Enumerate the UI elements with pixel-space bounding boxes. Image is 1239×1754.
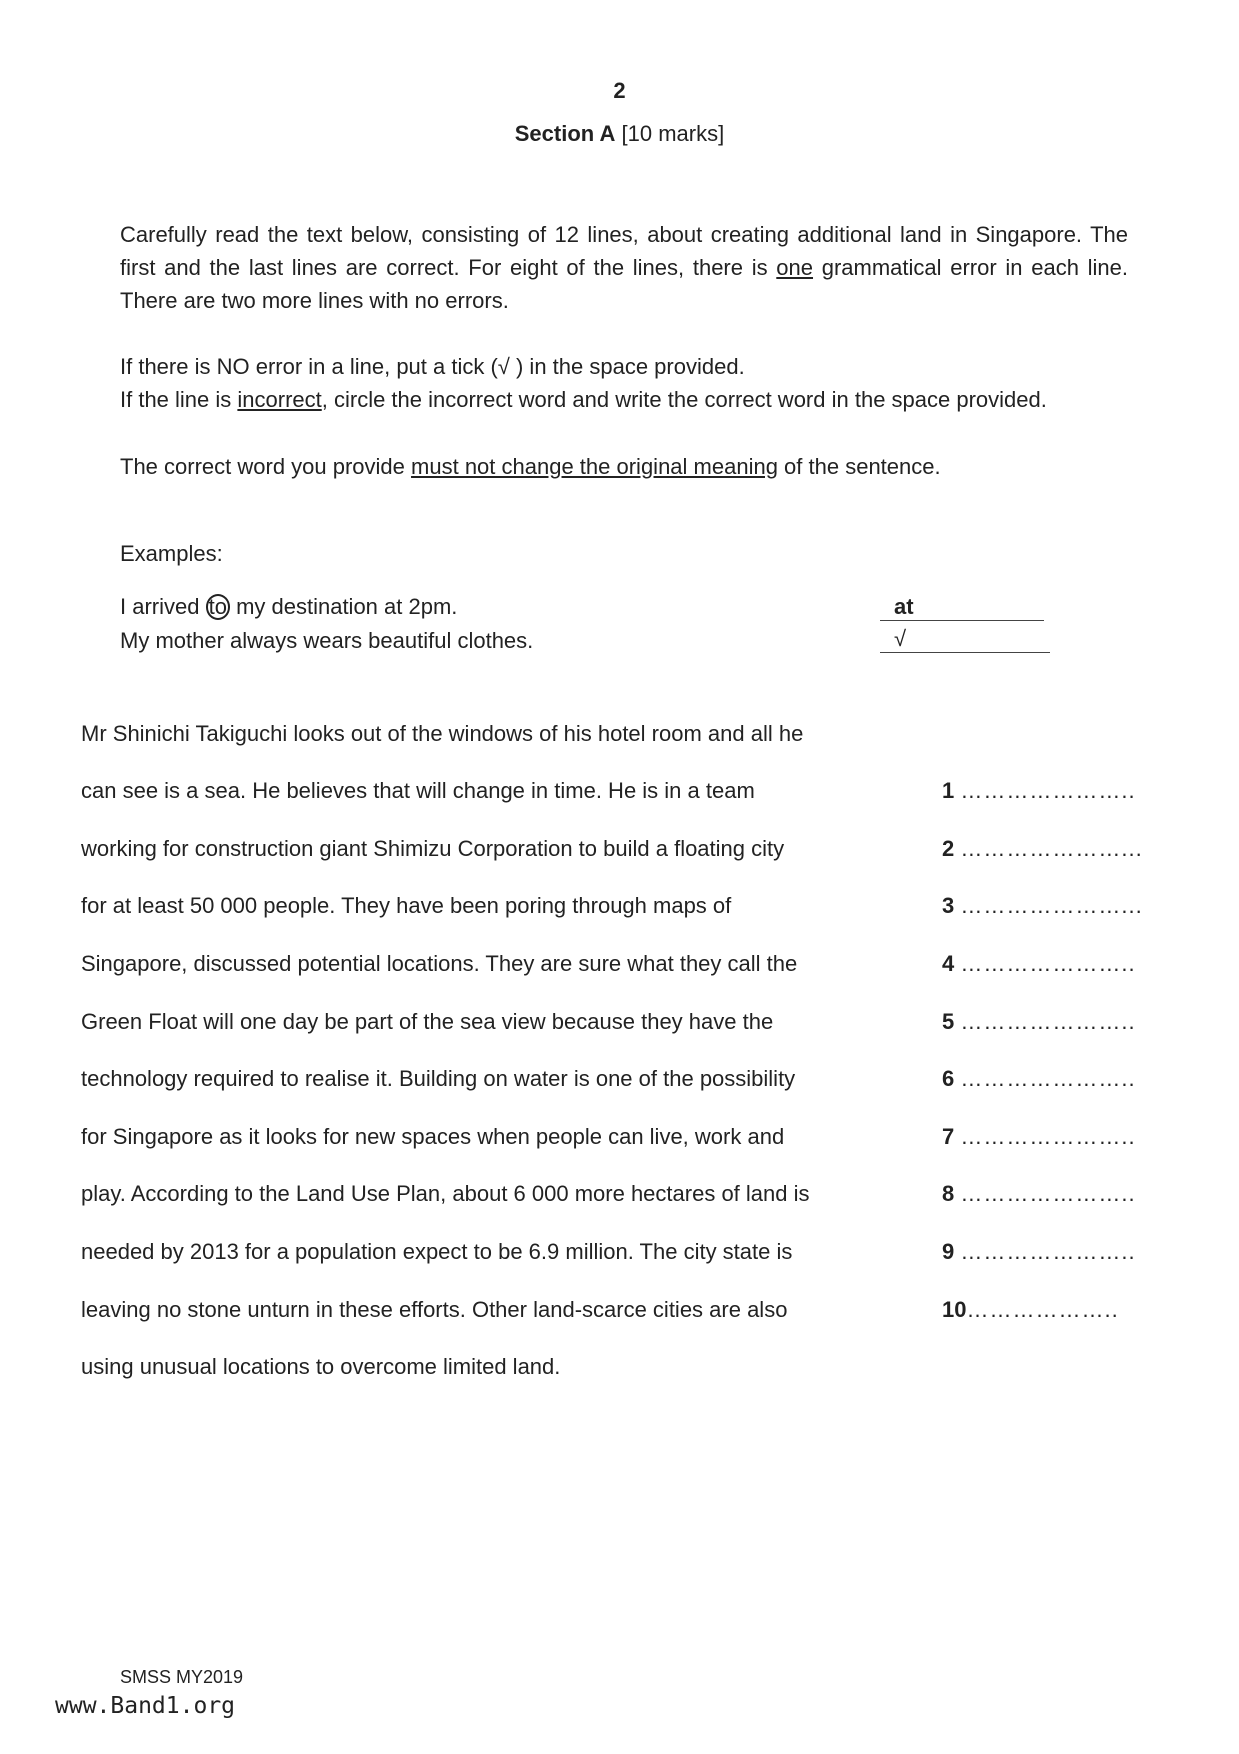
passage-line: can see is a sea. He believes that will change in time. He is in a team (81, 778, 755, 803)
text: my destination at 2pm. (229, 594, 458, 619)
question-number: 5 (942, 1009, 955, 1034)
passage-line: Mr Shinichi Takiguchi looks out of the windows of his hotel room and all he (81, 721, 804, 746)
section-title (0, 121, 1239, 147)
text: If the line is (120, 387, 238, 412)
question-number: 10 (942, 1297, 967, 1322)
instruction-meaning (120, 450, 1128, 483)
examples-label: Examples: (120, 541, 223, 566)
question-number: 4 (942, 951, 955, 976)
passage-line: play. According to the Land Use Plan, about 6 000 more hectares of land is (81, 1181, 810, 1206)
text: Carefully read the text below, consisting of 12 lines, about creating additional land in Singapore. The first and the last lines are correct. For eight of the lines, there is (120, 222, 1128, 280)
answer-space-1[interactable] (942, 778, 1136, 804)
circled-word: to (206, 594, 230, 620)
instruction-paragraph (120, 218, 1128, 317)
instruction-tick: If there is NO error in a line, put a tick (√ ) in the space provided. (120, 354, 745, 379)
answer-dots: ………………….. (960, 951, 1136, 976)
answer-space-2[interactable] (942, 836, 1143, 862)
answer-dots: ………………….. (960, 1181, 1136, 1206)
text: of the sentence. (777, 454, 941, 479)
answer-space-10[interactable] (942, 1297, 1119, 1323)
passage-line: Green Float will one day be part of the sea view because they have the (81, 1009, 774, 1034)
answer-dots: …………………... (960, 836, 1143, 861)
underlined-text: one (776, 255, 814, 280)
question-number: 8 (942, 1181, 955, 1206)
example-1 (120, 594, 457, 620)
passage-line: technology required to realise it. Building on water is one of the possibility (81, 1066, 796, 1091)
footer-website: www.Band1.org (55, 1693, 236, 1719)
text: I arrived (120, 594, 206, 619)
question-number: 2 (942, 836, 955, 861)
answer-space-7[interactable] (942, 1124, 1136, 1150)
underlined-text: incorrect (237, 387, 322, 412)
passage-line: working for construction giant Shimizu Corporation to build a floating city (81, 836, 785, 861)
answer-dots: ………………….. (960, 778, 1136, 803)
answer-dots: …………………... (960, 893, 1143, 918)
answer-dots: ……………….. (966, 1297, 1119, 1322)
underlined-text: must not change the original meaning (411, 454, 778, 479)
section-name: Section A (514, 121, 616, 146)
answer-space-6[interactable] (942, 1066, 1136, 1092)
example-1-answer: at (880, 594, 1044, 621)
answer-space-5[interactable] (942, 1009, 1136, 1035)
passage-line: needed by 2013 for a population expect to be 6.9 million. The city state is (81, 1239, 793, 1264)
text: , circle the incorrect word and write the correct word in the space provided. (321, 387, 1047, 412)
answer-space-4[interactable] (942, 951, 1136, 977)
section-marks: [10 marks] (621, 121, 725, 146)
answer-space-3[interactable] (942, 893, 1143, 919)
passage-line: for Singapore as it looks for new spaces when people can live, work and (81, 1124, 785, 1149)
text: grammatical error in each line. There are two more lines with no errors. (120, 255, 1128, 313)
footer-code: SMSS MY2019 (120, 1667, 244, 1687)
answer-space-9[interactable] (942, 1239, 1136, 1265)
text: The correct word you provide (120, 454, 412, 479)
question-number: 3 (942, 893, 955, 918)
instruction-incorrect (120, 383, 1128, 416)
passage-line: using unusual locations to overcome limited land. (81, 1354, 561, 1379)
answer-space-8[interactable] (942, 1181, 1136, 1207)
page-number: 2 (613, 78, 626, 103)
question-number: 7 (942, 1124, 955, 1149)
answer-dots: ………………….. (960, 1124, 1136, 1149)
passage-line: leaving no stone unturn in these efforts. Other land-scarce cities are also (81, 1297, 788, 1322)
question-number: 6 (942, 1066, 955, 1091)
passage-line: for at least 50 000 people. They have been poring through maps of (81, 893, 732, 918)
answer-dots: ………………….. (960, 1066, 1136, 1091)
example-2-answer: √ (880, 626, 1050, 653)
answer-dots: ………………….. (960, 1239, 1136, 1264)
question-number: 9 (942, 1239, 955, 1264)
example-2: My mother always wears beautiful clothes. (120, 628, 534, 653)
answer-dots: ………………….. (960, 1009, 1136, 1034)
question-number: 1 (942, 778, 955, 803)
passage-line: Singapore, discussed potential locations. They are sure what they call the (81, 951, 798, 976)
